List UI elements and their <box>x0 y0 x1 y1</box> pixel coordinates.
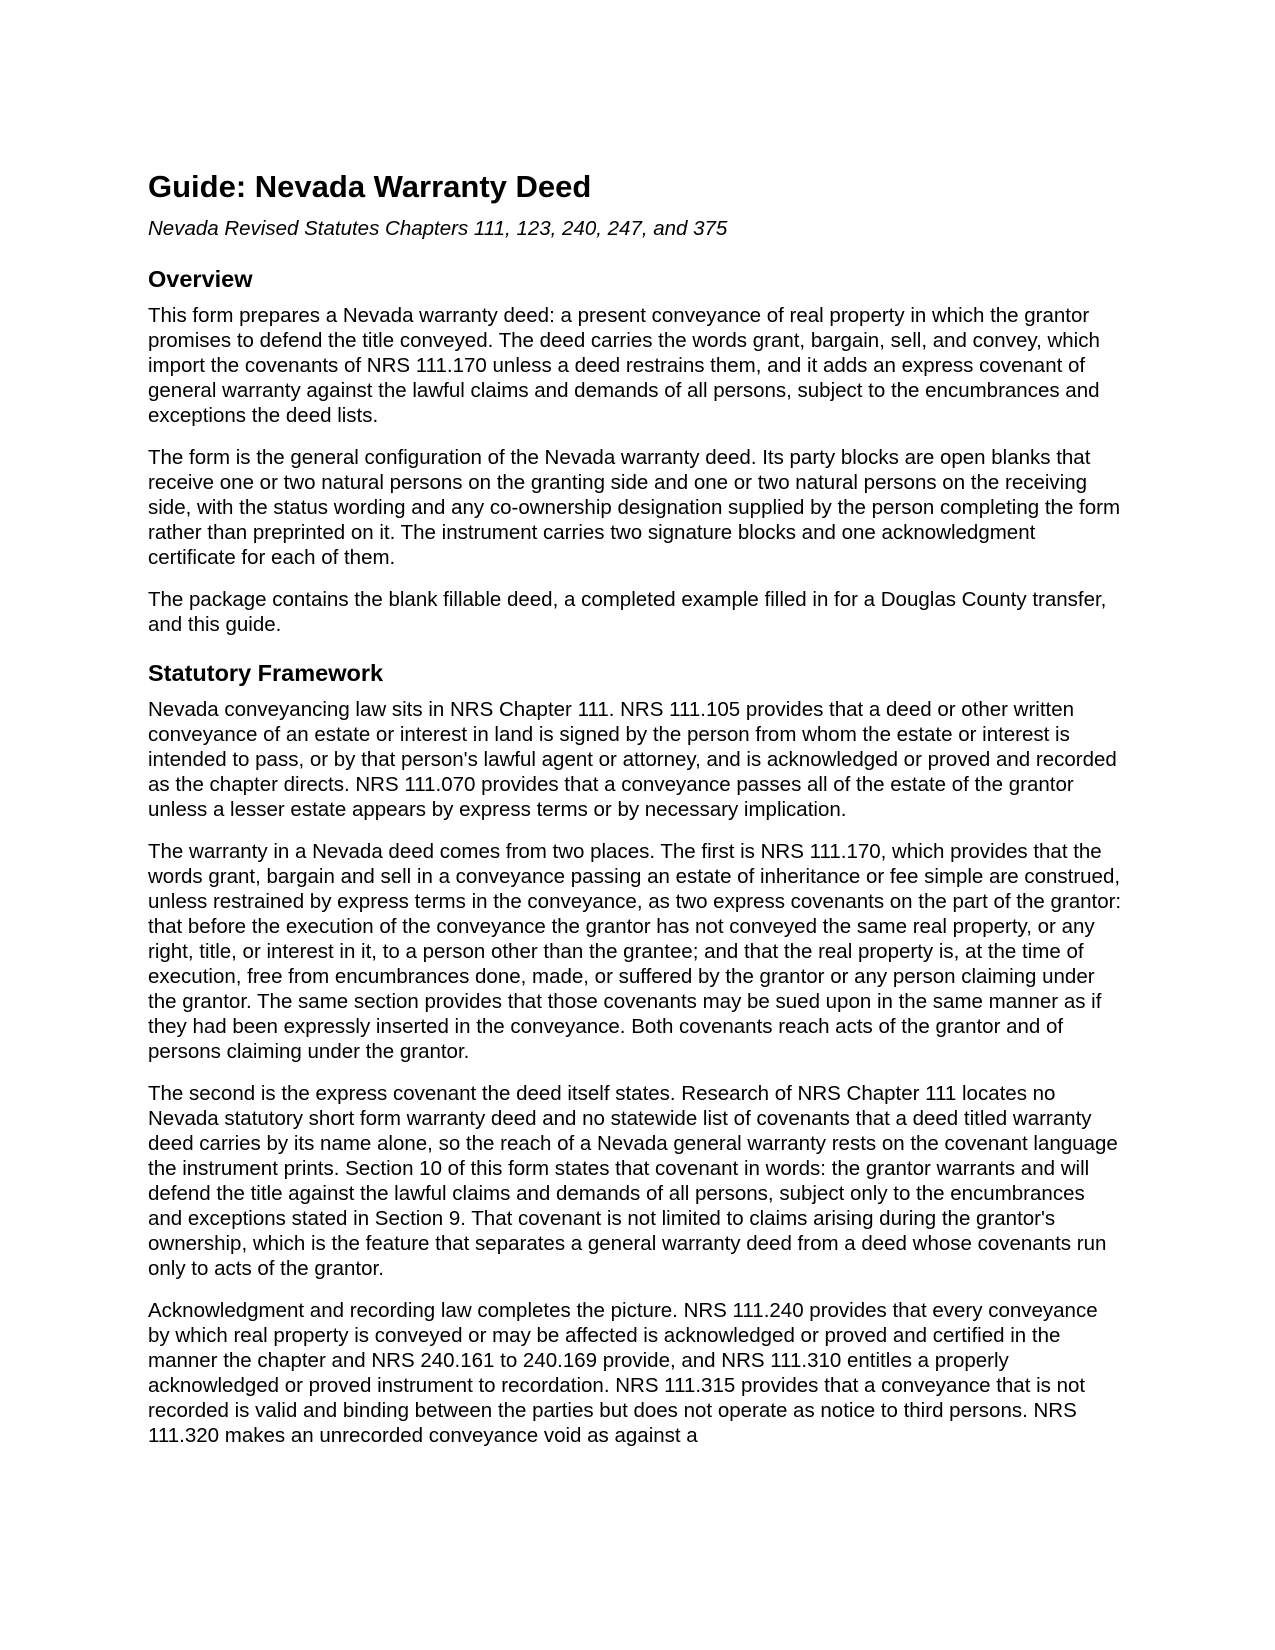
document-page <box>148 168 1123 1465</box>
section-heading-overview: Overview <box>148 265 253 292</box>
framework-paragraph-3: The second is the express covenant the deed itself states. Research of NRS Chapter 111 locates no Nevada statutory short form warranty deed and no statewide list of covenants that a deed titled warranty deed carries by its name alone, so the reach of a Nevada general warranty rests on the covenant language the instrument prints. Section 10 of this form states that covenant in words: the grantor warrants and will defend the title against the lawful claims and demands of all persons, subject only to the encumbrances and exceptions stated in Section 9. That covenant is not limited to claims arising during the grantor's ownership, which is the feature that separates a general warranty deed from a deed whose covenants run only to acts of the grantor. <box>148 1082 1118 1281</box>
overview-paragraph-1: This form prepares a Nevada warranty deed: a present conveyance of real property in which the grantor promises to defend the title conveyed. The deed carries the words grant, bargain, sell, and convey, which import the covenants of NRS 111.170 unless a deed restrains them, and it adds an express covenant of general warranty against the lawful claims and demands of all persons, subject to the encumbrances and exceptions the deed lists. <box>148 303 1100 427</box>
section-heading-statutory-framework: Statutory Framework <box>148 659 384 686</box>
overview-paragraph-2: The form is the general configuration of the Nevada warranty deed. Its party blocks are open blanks that receive one or two natural persons on the granting side and one or two natural persons on the receiving side, with the status wording and any co-ownership designation supplied by the person completing the form rather than preprinted on it. The instrument carries two signature blocks and one acknowledgment certificate for each of them. <box>148 445 1121 569</box>
framework-paragraph-4: Acknowledgment and recording law completes the picture. NRS 111.240 provides that every conveyance by which real property is conveyed or may be affected is acknowledged or proved and certified in the manner the chapter and NRS 240.161 to 240.169 provide, and NRS 111.310 entitles a properly acknowledged or proved instrument to recordation. NRS 111.315 provides that a conveyance that is not recorded is valid and binding between the parties but does not operate as notice to third persons. NRS 111.320 makes an unrecorded conveyance void as against a <box>148 1299 1098 1448</box>
framework-paragraph-1: Nevada conveyancing law sits in NRS Chapter 111. NRS 111.105 provides that a deed or other written conveyance of an estate or interest in land is signed by the person from whom the estate or interest is intended to pass, or by that person's lawful agent or attorney, and is acknowledged or proved and recorded as the chapter directs. NRS 111.070 provides that a conveyance passes all of the estate of the grantor unless a lesser estate appears by express terms or by necessary implication. <box>148 698 1117 822</box>
document-title: Guide: Nevada Warranty Deed <box>148 169 592 204</box>
framework-paragraph-2: The warranty in a Nevada deed comes from two places. The first is NRS 111.170, which provides that the words grant, bargain and sell in a conveyance passing an estate of inheritance or fee simple are construed, unless restrained by express terms in the conveyance, as two express covenants on the part of the grantor: that before the execution of the conveyance the grantor has not conveyed the same real property, or any right, title, or interest in it, to a person other than the grantee; and that the real property is, at the time of execution, free from encumbrances done, made, or suffered by the grantor or any person claiming under the grantor. The same section provides that those covenants may be sued upon in the same manner as if they had been expressly inserted in the conveyance. Both covenants reach acts of the grantor and of persons claiming under the grantor. <box>148 840 1122 1064</box>
document-subtitle: Nevada Revised Statutes Chapters 111, 123, 240, 247, and 375 <box>148 217 728 241</box>
overview-paragraph-3: The package contains the blank fillable deed, a completed example filled in for a Douglas County transfer, and this guide. <box>148 587 1107 636</box>
